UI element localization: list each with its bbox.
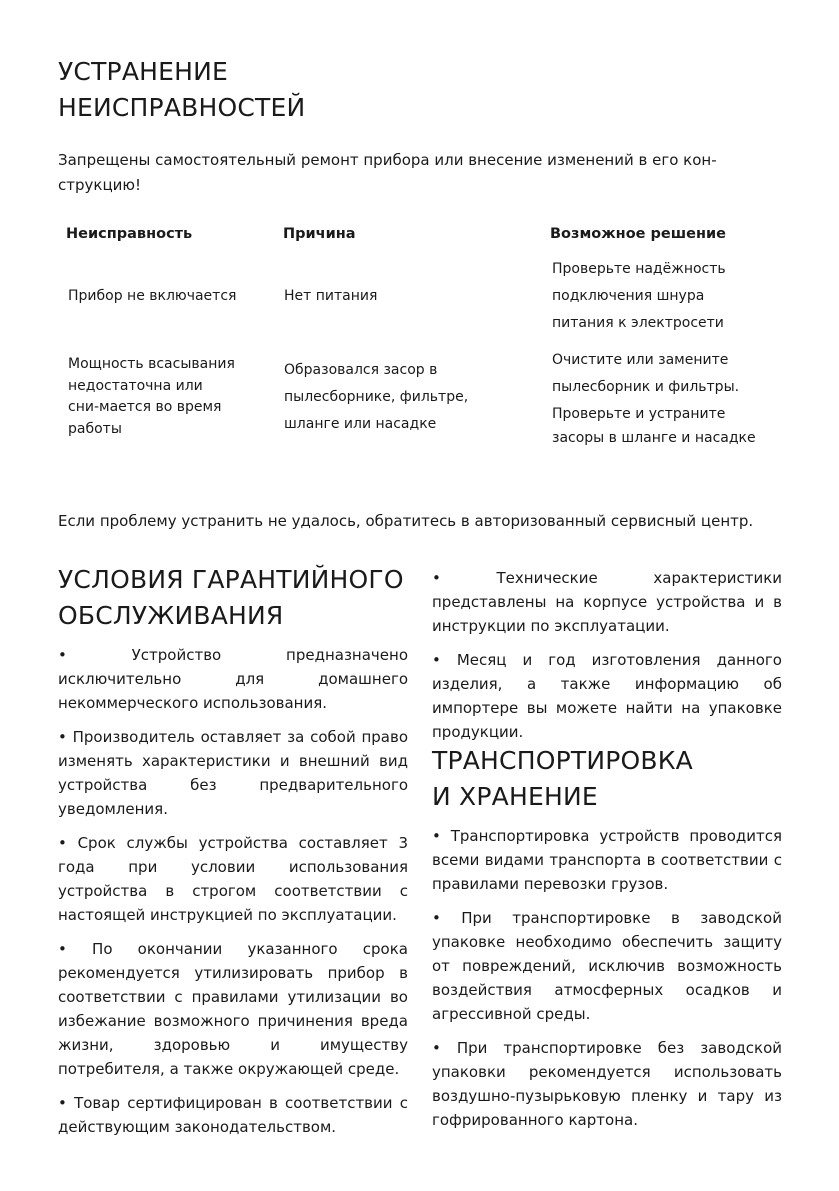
repair-warning <box>58 148 778 198</box>
repair-warning-line: Запрещены самостоятельный ремонт прибора или внесение изменений в его кон- <box>58 151 717 169</box>
troubleshooting-title-line: УСТРАНЕНИЕ <box>58 57 229 86</box>
warranty-section <box>58 562 408 1139</box>
header-solution: Возможное решение <box>550 226 727 242</box>
row2-solution-line: Проверьте и устраните <box>552 406 726 422</box>
warranty-paragraph: • По окончании указанного срока рекомендуется утилизировать прибор в соответствии с правилами утилизации во избежание возможного причинения вреда жизни, здоровью и имуществу потребителя, а также окружающей среде. <box>58 940 408 1078</box>
row1-solution-line: Проверьте надёжность <box>552 261 726 277</box>
transport-title-line: И ХРАНЕНИЕ <box>432 782 598 811</box>
transport-paragraph: • При транспортировке в заводской упаковке необходимо обеспечить защиту от повреждений, исключив возможность воздействия атмосферных осадков и агрессивной среды. <box>432 909 782 1023</box>
transport-title-line: ТРАНСПОРТИРОВКА <box>432 746 693 775</box>
row2-fault-line: сни-мается во время <box>68 399 222 415</box>
header-fault: Неисправность <box>66 226 193 242</box>
row1-fault <box>68 285 236 307</box>
row2-solution <box>552 347 756 449</box>
row1-fault-line: Прибор не включается <box>68 288 237 304</box>
warranty-paragraph: • Технические характеристики представлены на корпусе устройства и в инструкции по эксплуатации. <box>432 569 782 635</box>
row1-solution-line: подключения шнура <box>552 288 705 304</box>
warranty-paragraph: • Товар сертифицирован в соответствии с действующим законодательством. <box>58 1094 408 1136</box>
row2-fault-line: Мощность всасывания <box>68 356 235 372</box>
row2-cause-line: Образовался засор в <box>284 362 438 378</box>
service-center-note: Если проблему устранить не удалось, обратитесь в авторизованный сервисный центр. <box>58 512 754 530</box>
warranty-paragraph: • Устройство предназначено исключительно для домашнего некоммерческого использования. <box>58 646 408 712</box>
row2-solution-line: пылесборник и фильтры. <box>552 379 740 395</box>
warranty-paragraph: • Производитель оставляет за собой право изменять характеристики и внешний вид устройства без предварительного уведомления. <box>58 728 408 818</box>
transport-paragraph: • При транспортировке без заводской упаковки рекомендуется использовать воздушно-пузырьковую пленку и тару из гофрированного картона. <box>432 1039 782 1129</box>
troubleshooting-title-line: НЕИСПРАВНОСТЕЙ <box>58 93 306 122</box>
troubleshooting-title <box>58 54 305 126</box>
transport-paragraph: • Транспортировка устройств проводится всеми видами транспорта в соответствии с правилами перевозки грузов. <box>432 827 782 893</box>
warranty-title-line: УСЛОВИЯ ГАРАНТИЙНОГО <box>58 565 404 594</box>
transport-section <box>432 743 782 1132</box>
row1-cause <box>284 285 377 307</box>
row2-fault-line: недостаточна или <box>68 377 203 394</box>
warranty-paragraph: • Месяц и год изготовления данного изделия, а также информацию об импортере вы можете найти на упаковке продукции. <box>432 651 782 741</box>
row2-solution-line: засоры в шланге и насадке <box>552 430 756 446</box>
row1-solution-line: питания к электросети <box>552 315 724 331</box>
warranty-continued <box>432 566 782 744</box>
header-cause: Причина <box>283 226 356 242</box>
row2-cause <box>284 357 468 438</box>
row2-fault-line: работы <box>68 420 122 437</box>
row1-solution <box>552 256 726 337</box>
row2-cause-line: пылесборнике, фильтре, <box>284 389 469 405</box>
repair-warning-line: струкцию! <box>58 176 142 194</box>
transport-title <box>432 743 782 815</box>
warranty-title <box>58 562 408 634</box>
row1-cause-line: Нет питания <box>284 288 378 304</box>
row2-cause-line: шланге или насадке <box>284 416 437 432</box>
warranty-paragraph: • Срок службы устройства составляет 3 года при условии использования устройства в строгом соответствии с настоящей инструкцией по эксплуатации. <box>58 834 408 924</box>
warranty-title-line: ОБСЛУЖИВАНИЯ <box>58 601 284 630</box>
row2-solution-line: Очистите или замените <box>552 352 729 368</box>
row2-fault <box>68 354 235 440</box>
